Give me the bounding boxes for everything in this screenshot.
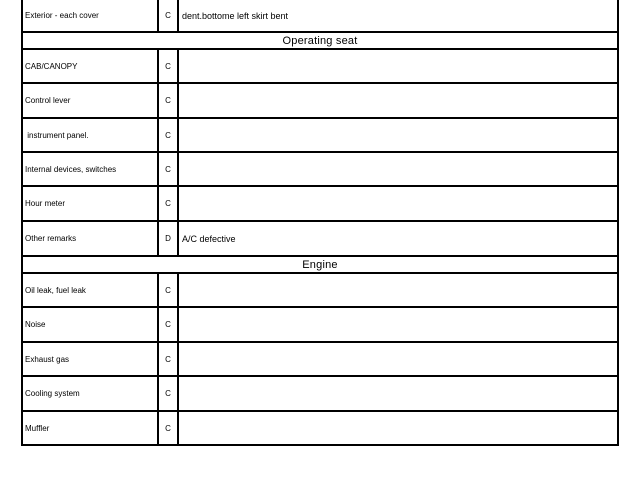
remark-text — [179, 187, 617, 220]
table-row — [23, 308, 617, 343]
item-label: Noise — [25, 320, 46, 329]
grade-value: C — [157, 308, 179, 341]
section-header-operating-seat — [23, 33, 617, 50]
inspection-table — [21, 0, 619, 446]
remark-text — [179, 50, 617, 82]
item-label: Control lever — [25, 96, 71, 105]
remark-text — [179, 84, 617, 117]
table-row — [23, 50, 617, 84]
remark-text: dent.bottome left skirt bent — [182, 10, 289, 21]
remark-text — [179, 343, 617, 375]
remark-text — [179, 119, 617, 151]
item-label: instrument panel. — [25, 130, 89, 140]
item-label: Other remarks — [25, 234, 77, 243]
remark-text — [179, 153, 617, 185]
table-row — [23, 377, 617, 412]
table-row — [23, 343, 617, 377]
grade-value: C — [157, 84, 179, 117]
grade-value: C — [157, 187, 179, 220]
remark-text — [179, 274, 617, 306]
grade-value: C — [157, 0, 179, 31]
grade-value: C — [157, 343, 179, 375]
table-row — [23, 153, 617, 187]
item-label: Exhaust gas — [25, 354, 70, 364]
remark-text — [179, 412, 617, 444]
section-header-engine — [23, 257, 617, 274]
grade-value: C — [157, 377, 179, 410]
grade-value: C — [157, 412, 179, 444]
table-row — [23, 0, 617, 33]
remark-text: A/C defective — [182, 233, 236, 244]
table-row — [23, 119, 617, 153]
item-label: Muffler — [25, 423, 50, 433]
table-row — [23, 412, 617, 444]
table-row — [23, 187, 617, 222]
table-row — [23, 274, 617, 308]
grade-value: D — [157, 222, 179, 255]
remark-text — [179, 308, 617, 341]
grade-value: C — [157, 274, 179, 306]
item-label: Internal devices, switches — [25, 164, 117, 174]
grade-value: C — [157, 50, 179, 82]
remark-text — [179, 377, 617, 410]
table-row — [23, 222, 617, 257]
grade-value: C — [157, 119, 179, 151]
item-label: Oil leak, fuel leak — [25, 285, 86, 295]
item-label: CAB/CANOPY — [25, 61, 78, 71]
item-label: Hour meter — [25, 199, 66, 208]
item-label: Cooling system — [25, 389, 80, 398]
grade-value: C — [157, 153, 179, 185]
table-row — [23, 84, 617, 119]
item-label: Exterior - each cover — [25, 11, 99, 20]
section-title: Operating seat — [282, 34, 358, 47]
section-title: Engine — [302, 258, 338, 271]
